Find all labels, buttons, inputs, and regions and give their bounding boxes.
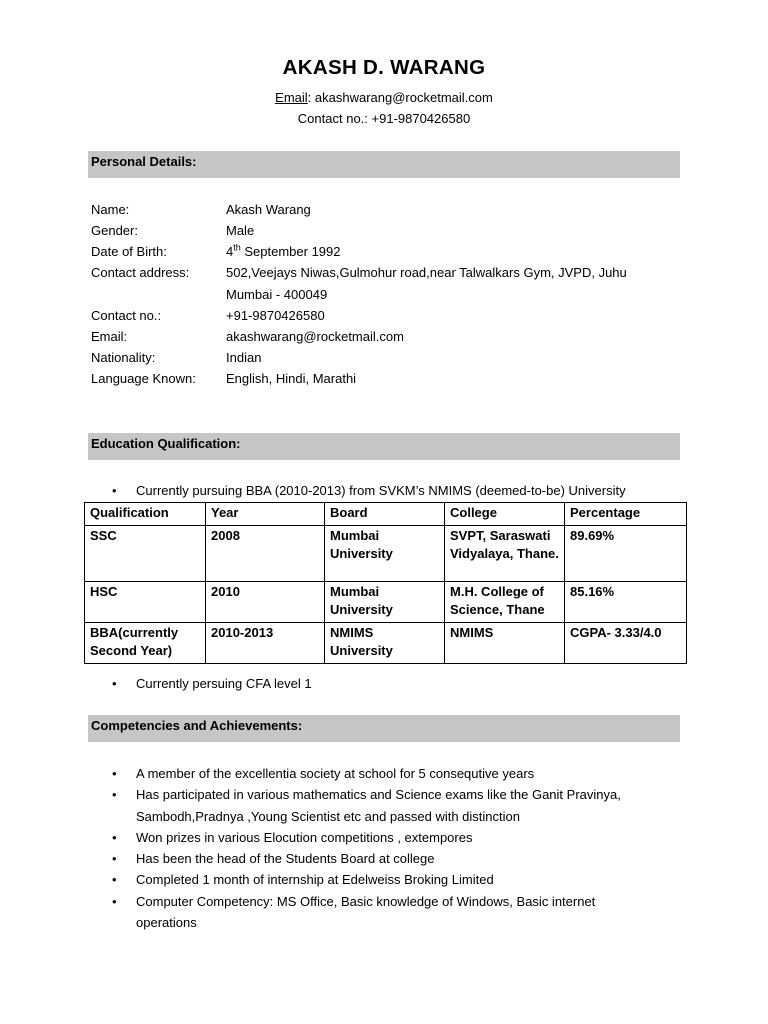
email-label: Email xyxy=(275,90,308,105)
value-address-line2: Mumbai - 400049 xyxy=(226,287,328,302)
table-cell: SVPT, Saraswati Vidyalaya, Thane. xyxy=(445,525,565,581)
dob-suffix: th xyxy=(233,242,241,253)
list-item: • Has been the head of the Students Board at college xyxy=(108,848,648,869)
value-nationality: Indian xyxy=(226,350,262,365)
table-cell: Mumbai University xyxy=(325,525,445,581)
table-cell: 89.69% xyxy=(565,525,687,581)
label-name: Name: xyxy=(91,202,130,217)
list-item: • Currently pursuing BBA (2010-2013) from SVKM’s NMIMS (deemed-to-be) University xyxy=(108,480,678,501)
value-contact: +91-9870426580 xyxy=(226,308,325,323)
column-header: Qualification xyxy=(85,503,206,526)
resume-name: AKASH D. WARANG xyxy=(282,56,486,79)
label-nationality: Nationality: xyxy=(91,350,156,365)
column-header: College xyxy=(445,503,565,526)
email-value: : akashwarang@rocketmail.com xyxy=(307,90,493,105)
label-address: Contact address: xyxy=(91,265,190,280)
value-dob xyxy=(226,244,340,259)
label-gender: Gender: xyxy=(91,223,138,238)
label-languages: Language Known: xyxy=(91,371,196,386)
table-cell: M.H. College of Science, Thane xyxy=(445,581,565,622)
value-address-line1: 502,Veejays Niwas,Gulmohur road,near Talwalkars Gym, JVPD, Juhu xyxy=(226,265,627,280)
label-dob: Date of Birth: xyxy=(91,244,167,259)
table-row xyxy=(85,581,687,622)
education-table xyxy=(84,502,687,664)
table-cell: HSC xyxy=(85,581,206,622)
table-cell: NMIMS University xyxy=(325,622,445,663)
header-contact: Contact no.: +91-9870426580 xyxy=(297,111,471,126)
table-cell: 2010-2013 xyxy=(206,622,325,663)
section-competencies: Competencies and Achievements: xyxy=(88,715,680,742)
list-item: • Currently persuing CFA level 1 xyxy=(108,673,678,694)
table-cell: 85.16% xyxy=(565,581,687,622)
table-cell: BBA(currently Second Year) xyxy=(85,622,206,663)
table-cell: SSC xyxy=(85,525,206,581)
list-item: • Won prizes in various Elocution competitions , extempores xyxy=(108,827,648,848)
section-education: Education Qualification: xyxy=(88,433,680,460)
table-cell: CGPA- 3.33/4.0 xyxy=(565,622,687,663)
table-cell: NMIMS xyxy=(445,622,565,663)
column-header: Board xyxy=(325,503,445,526)
list-item: • Has participated in various mathematics and Science exams like the Ganit Pravinya, Sambodh,Pradnya ,Young Scientist etc and passed with distinction xyxy=(108,784,648,827)
label-contact: Contact no.: xyxy=(91,308,162,323)
dob-rest: September 1992 xyxy=(240,244,341,259)
education-bullet-list xyxy=(108,480,678,501)
column-header: Year xyxy=(206,503,325,526)
value-email: akashwarang@rocketmail.com xyxy=(226,329,404,344)
header-email-line xyxy=(0,90,768,105)
value-languages: English, Hindi, Marathi xyxy=(226,371,357,386)
value-name: Akash Warang xyxy=(226,202,311,217)
table-cell: 2010 xyxy=(206,581,325,622)
table-cell: 2008 xyxy=(206,525,325,581)
column-header: Percentage xyxy=(565,503,687,526)
list-item: • Computer Competency: MS Office, Basic knowledge of Windows, Basic internet operations xyxy=(108,891,648,934)
section-personal-details: Personal Details: xyxy=(88,151,680,178)
value-gender: Male xyxy=(226,223,255,238)
table-cell: Mumbai University xyxy=(325,581,445,622)
table-header-row xyxy=(85,503,687,526)
table-row xyxy=(85,622,687,663)
list-item: • A member of the excellentia society at school for 5 consequtive years xyxy=(108,763,648,784)
competencies-list xyxy=(108,763,648,933)
dob-day: 4 xyxy=(226,244,234,259)
table-row xyxy=(85,525,687,581)
list-item: • Completed 1 month of internship at Edelweiss Broking Limited xyxy=(108,869,648,890)
label-email: Email: xyxy=(91,329,128,344)
education-bullet-list-2 xyxy=(108,673,678,694)
